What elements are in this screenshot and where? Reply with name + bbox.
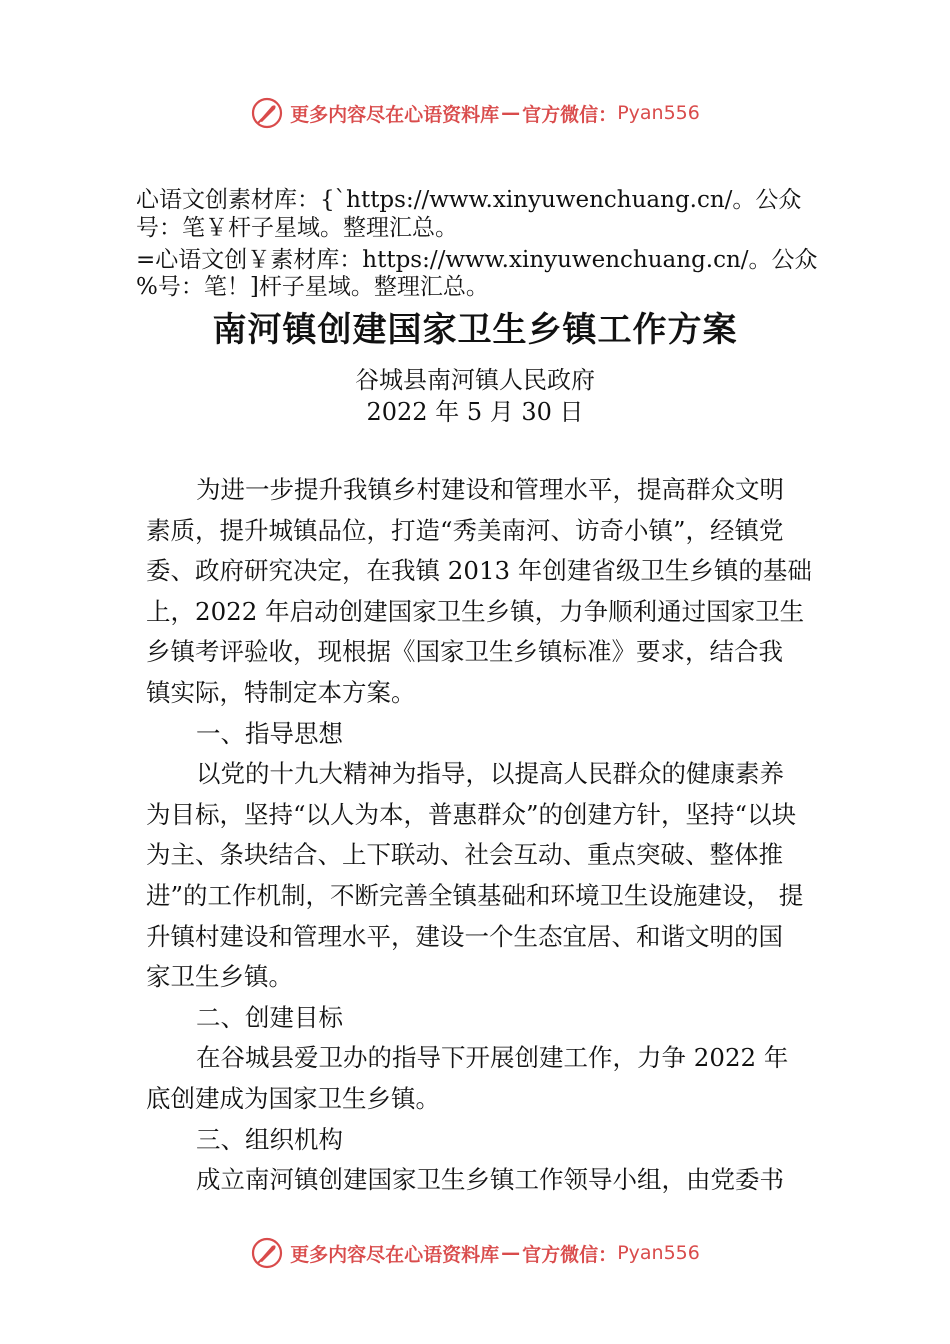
document-title: 南河镇创建国家卫生乡镇工作方案 bbox=[212, 310, 738, 350]
quill-logo-icon bbox=[250, 96, 284, 130]
body-line: 成立南河镇创建国家卫生乡镇工作领导小组，由党委书 bbox=[196, 1165, 784, 1195]
watermark-id: Pyan556 bbox=[617, 1242, 700, 1264]
watermark-separator: — bbox=[501, 102, 521, 124]
watermark-text: 更多内容尽在心语资料库 bbox=[290, 1243, 500, 1266]
body-line: 进”的工作机制，不断完善全镇基础和环境卫生设施建设， 提 bbox=[146, 880, 804, 910]
body-line: 乡镇考评验收，现根据《国家卫生乡镇标准》要求，结合我 bbox=[146, 637, 783, 667]
section-heading: 一、指导思想 bbox=[196, 718, 343, 748]
section-heading: 三、组织机构 bbox=[196, 1124, 343, 1154]
watermark-footer bbox=[0, 1233, 950, 1273]
body-line: 为进一步提升我镇乡村建设和管理水平，提高群众文明 bbox=[196, 475, 784, 504]
body-line: 在谷城县爱卫办的指导下开展创建工作，力争 2022 年 bbox=[196, 1043, 789, 1073]
body-line: 升镇村建设和管理水平，建设一个生态宜居、和谐文明的国 bbox=[146, 921, 783, 951]
section-heading: 二、创建目标 bbox=[196, 1002, 343, 1032]
watermark-label: 官方微信： bbox=[522, 1243, 618, 1266]
body-line: 为主、条块结合、上下联动、社会互动、重点突破、整体推 bbox=[146, 840, 783, 870]
body-line: 家卫生乡镇。 bbox=[146, 962, 293, 992]
watermark-id: Pyan556 bbox=[617, 102, 700, 124]
body-line: 上，2022 年启动创建国家卫生乡镇，力争顺利通过国家卫生 bbox=[146, 596, 805, 626]
document-author: 谷城县南河镇人民政府 bbox=[355, 366, 595, 394]
source-line: 号：笔￥杆子星域。整理汇总。 bbox=[136, 215, 458, 241]
body-line: 镇实际，特制定本方案。 bbox=[146, 677, 416, 707]
watermark-separator: — bbox=[501, 1242, 521, 1264]
body-line: 素质，提升城镇品位，打造“秀美南河、访奇小镇”，经镇党 bbox=[146, 515, 784, 545]
source-line: %号：笔！]杆子星域。整理汇总。 bbox=[136, 274, 489, 300]
body-line: 底创建成为国家卫生乡镇。 bbox=[146, 1083, 440, 1113]
body-line: 为目标，坚持“以人为本，普惠群众”的创建方针，坚持“以块 bbox=[146, 799, 797, 829]
watermark-label: 官方微信： bbox=[522, 103, 618, 126]
document-date: 2022 年 5 月 30 日 bbox=[366, 398, 584, 426]
watermark-text: 更多内容尽在心语资料库 bbox=[290, 103, 500, 126]
document-body bbox=[146, 470, 818, 1201]
watermark-header bbox=[0, 93, 950, 133]
source-line: 心语文创素材库：{`https://www.xinyuwenchuang.cn/。公众 bbox=[136, 187, 802, 213]
source-line: =心语文创￥素材库：https://www.xinyuwenchuang.cn/。公众 bbox=[136, 247, 818, 273]
quill-logo-icon bbox=[250, 1236, 284, 1270]
body-line: 委、政府研究决定，在我镇 2013 年创建省级卫生乡镇的基础 bbox=[146, 556, 812, 586]
body-line: 以党的十九大精神为指导，以提高人民群众的健康素养 bbox=[196, 759, 784, 789]
